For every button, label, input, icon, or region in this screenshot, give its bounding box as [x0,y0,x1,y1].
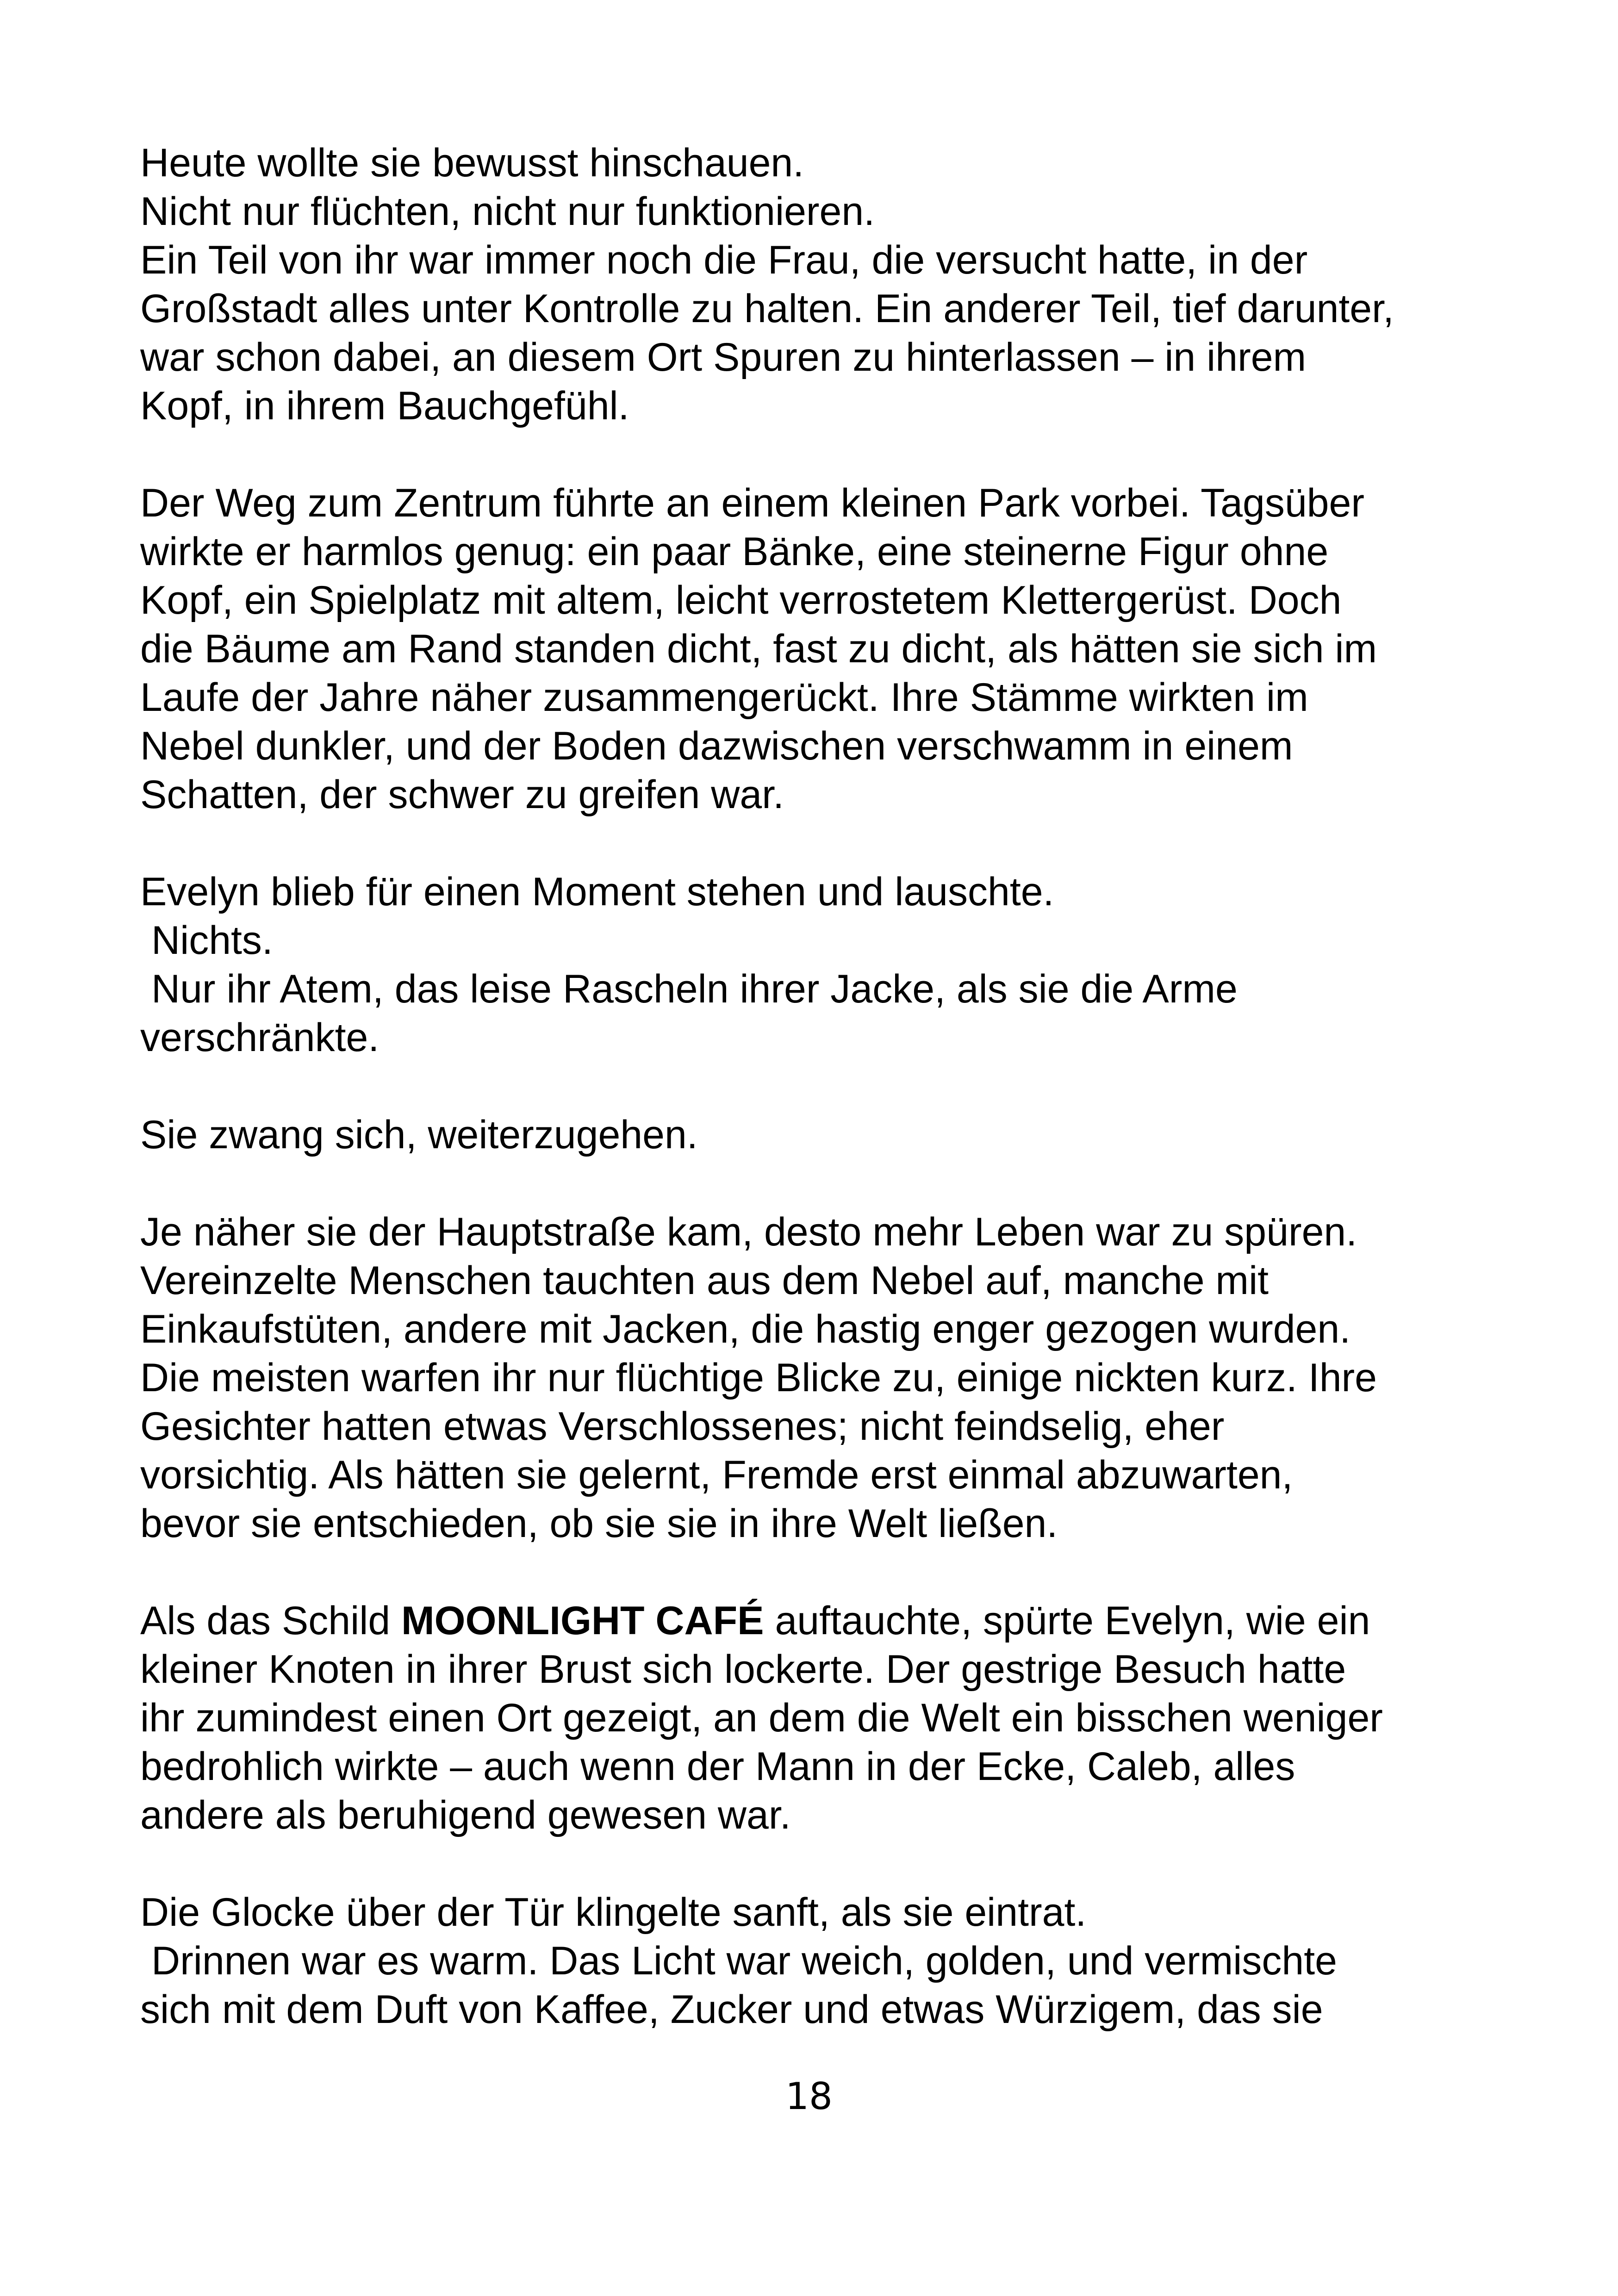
page-number: 18 [785,2075,833,2118]
text-line: bevor sie entschieden, ob sie sie in ihre Welt ließen. [140,1501,1058,1546]
text-run: Als das Schild [140,1599,402,1643]
text-line: Großstadt alles unter Kontrolle zu halten. Ein anderer Teil, tief darunter, [140,286,1394,331]
text-line: Die Glocke über der Tür klingelte sanft, als sie eintrat. [140,1890,1087,1935]
text-line: Laufe der Jahre näher zusammengerückt. Ihre Stämme wirkten im [140,675,1308,720]
text-line: sich mit dem Duft von Kaffee, Zucker und etwas Würzigem, das sie [140,1987,1323,2032]
paragraph-6 [140,1597,1524,1840]
text-line: Die meisten warfen ihr nur flüchtige Blicke zu, einige nickten kurz. Ihre [140,1356,1377,1400]
text-line: vorsichtig. Als hätten sie gelernt, Fremde erst einmal abzuwarten, [140,1453,1293,1497]
text-line: Nicht nur flüchten, nicht nur funktionieren. [140,189,875,234]
paragraph-5 [140,1208,1524,1548]
text-line: Sie zwang sich, weiterzugehen. [140,1113,698,1157]
text-line: wirkte er harmlos genug: ein paar Bänke, eine steinerne Figur ohne [140,529,1329,574]
text-line: kleiner Knoten in ihrer Brust sich lockerte. Der gestrige Besuch hatte [140,1647,1346,1692]
text-line: verschränkte. [140,1015,380,1060]
paragraph-2 [140,479,1524,819]
text-line: Nichts. [151,918,273,963]
text-line: die Bäume am Rand standen dicht, fast zu dicht, als hätten sie sich im [140,627,1377,671]
text-run: auftauchte, spürte Evelyn, wie ein [764,1599,1370,1643]
paragraph-3 [140,868,1524,1062]
text-line: Heute wollte sie bewusst hinschauen. [140,141,804,185]
text-line: bedrohlich wirkte – auch wenn der Mann in der Ecke, Caleb, alles [140,1744,1295,1789]
paragraph-4 [140,1111,1524,1159]
text-line: Vereinzelte Menschen tauchten aus dem Nebel auf, manche mit [140,1258,1269,1303]
text-line: Der Weg zum Zentrum führte an einem kleinen Park vorbei. Tagsüber [140,481,1364,525]
text-line: Je näher sie der Hauptstraße kam, desto mehr Leben war zu spüren. [140,1210,1357,1254]
text-line: Evelyn blieb für einen Moment stehen und lauschte. [140,870,1054,914]
text-line: Nebel dunkler, und der Boden dazwischen verschwamm in einem [140,724,1293,768]
text-line: Kopf, ein Spielplatz mit altem, leicht verrostetem Klettergerüst. Doch [140,578,1342,622]
paragraph-7 [140,1888,1524,2034]
cafe-name: MOONLIGHT CAFÉ [401,1599,764,1643]
text-line: Schatten, der schwer zu greifen war. [140,772,784,817]
text-line: Nur ihr Atem, das leise Rascheln ihrer Jacke, als sie die Arme [151,967,1238,1011]
text-line: ihr zumindest einen Ort gezeigt, an dem die Welt ein bisschen weniger [140,1696,1383,1740]
text-line: Einkaufstüten, andere mit Jacken, die hastig enger gezogen wurden. [140,1307,1351,1351]
text-line [140,1597,1524,1645]
text-line: war schon dabei, an diesem Ort Spuren zu hinterlassen – in ihrem [140,335,1307,380]
text-line: Kopf, in ihrem Bauchgefühl. [140,384,629,428]
body-text [140,139,1524,2034]
paragraph-1 [140,139,1524,430]
text-line: Drinnen war es warm. Das Licht war weich, golden, und vermischte [151,1939,1337,1983]
text-line: andere als beruhigend gewesen war. [140,1793,791,1837]
text-line: Gesichter hatten etwas Verschlossenes; nicht feindselig, eher [140,1404,1225,1449]
text-line: Ein Teil von ihr war immer noch die Frau, die versucht hatte, in der [140,238,1308,282]
